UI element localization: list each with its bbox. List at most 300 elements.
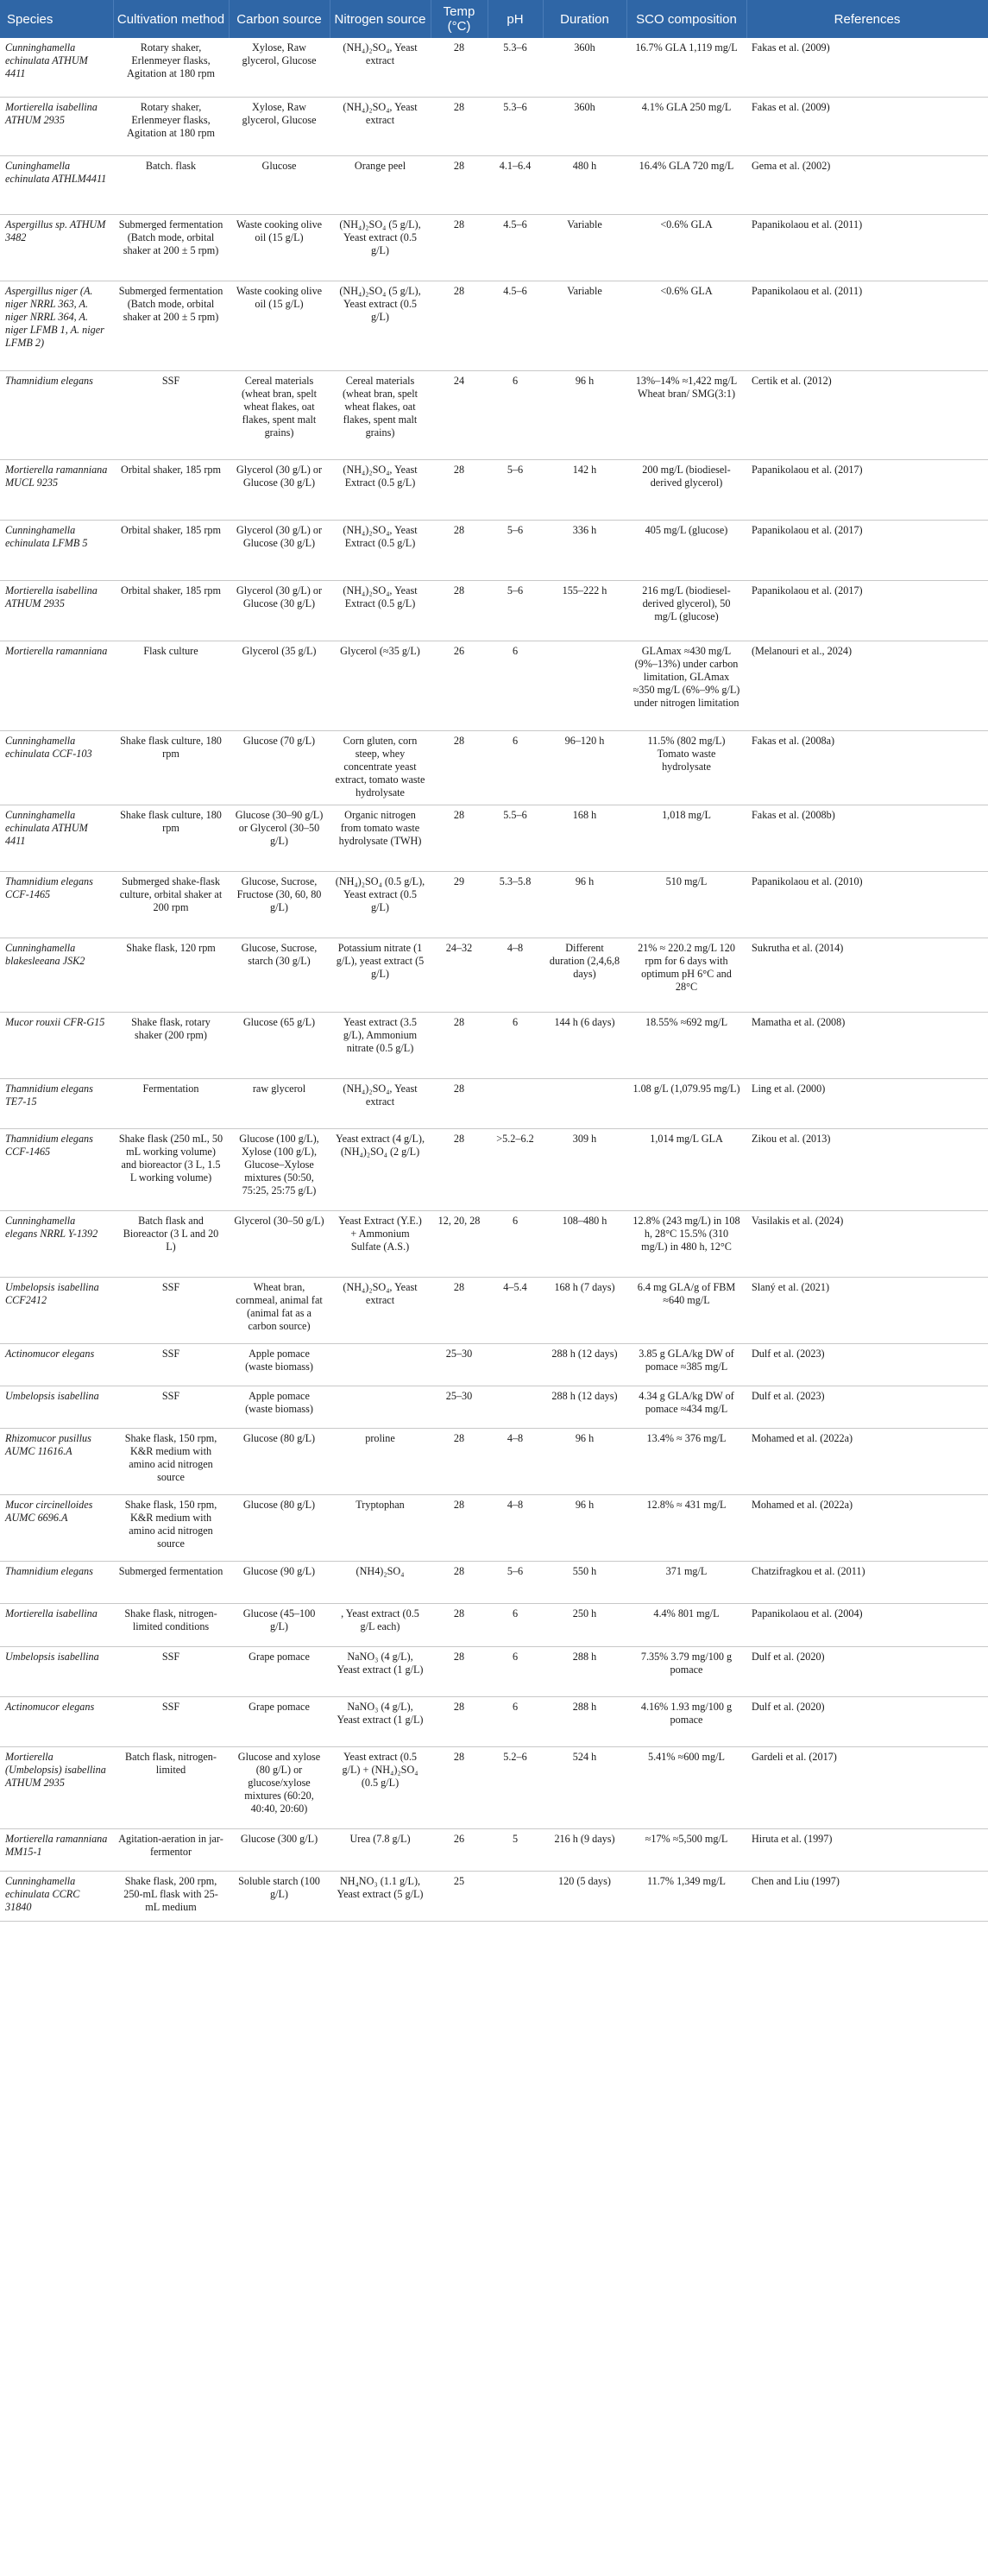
cell-species: Cuninghamella echinulata ATHLM4411 xyxy=(0,155,113,214)
cell-temp: 28 xyxy=(431,1078,488,1128)
cell-cultivation-method: Batch flask and Bioreactor (3 L and 20 L) xyxy=(113,1210,229,1277)
cell-carbon-source: Glucose (80 g/L) xyxy=(229,1428,330,1494)
cell-duration: 96 h xyxy=(543,871,626,938)
cell-duration: 96 h xyxy=(543,1494,626,1561)
cell-temp: 28 xyxy=(431,520,488,580)
cell-species: Mortierella isabellina xyxy=(0,1603,113,1646)
cell-nitrogen-source: (NH₄)₂SO₄ (5 g/L), Yeast extract (0.5 g/L) xyxy=(330,214,431,281)
cell-temp: 12, 20, 28 xyxy=(431,1210,488,1277)
cell-duration: Variable xyxy=(543,214,626,281)
cell-ph: 4–8 xyxy=(488,1494,543,1561)
cell-duration: Variable xyxy=(543,281,626,370)
cell-species: Mortierella ramanniana MUCL 9235 xyxy=(0,459,113,520)
cell-species: Thamnidium elegans xyxy=(0,370,113,459)
cell-nitrogen-source: (NH₄)₂SO₄, Yeast Extract (0.5 g/L) xyxy=(330,459,431,520)
cell-species: Umbelopsis isabellina CCF2412 xyxy=(0,1277,113,1343)
cell-carbon-source: Glucose, Sucrose, starch (30 g/L) xyxy=(229,938,330,1012)
cell-nitrogen-source: NH₄NO₃ (1.1 g/L), Yeast extract (5 g/L) xyxy=(330,1871,431,1921)
cell-ph: 5–6 xyxy=(488,580,543,641)
cell-species: Thamnidium elegans CCF-1465 xyxy=(0,1128,113,1210)
cell-carbon-source: Apple pomace (waste biomass) xyxy=(229,1386,330,1428)
cell-ph: 6 xyxy=(488,1646,543,1696)
table-row xyxy=(0,370,988,459)
cell-sco-composition: 216 mg/L (biodiesel-derived glycerol), 50 mg/L (glucose) xyxy=(626,580,746,641)
cell-nitrogen-source: (NH₄)₂SO₄, Yeast extract xyxy=(330,38,431,97)
table-row xyxy=(0,1343,988,1386)
table-row xyxy=(0,1696,988,1746)
table-row xyxy=(0,1012,988,1078)
cell-temp: 28 xyxy=(431,730,488,805)
cell-nitrogen-source: Tryptophan xyxy=(330,1494,431,1561)
cell-duration: 155–222 h xyxy=(543,580,626,641)
header-cultivation-method: Cultivation method xyxy=(113,0,229,38)
cell-sco-composition: 1,018 mg/L xyxy=(626,805,746,871)
cell-temp: 25–30 xyxy=(431,1386,488,1428)
table-row xyxy=(0,1603,988,1646)
cell-cultivation-method: Orbital shaker, 185 rpm xyxy=(113,580,229,641)
cell-nitrogen-source: Potassium nitrate (1 g/L), yeast extract (5 g/L) xyxy=(330,938,431,1012)
cell-duration xyxy=(543,641,626,730)
table-body xyxy=(0,38,988,1921)
cell-reference: Slaný et al. (2021) xyxy=(746,1277,988,1343)
cell-duration: 96 h xyxy=(543,370,626,459)
cell-ph: 5.5–6 xyxy=(488,805,543,871)
cell-nitrogen-source: (NH₄)₂SO₄, Yeast Extract (0.5 g/L) xyxy=(330,580,431,641)
cell-duration: 250 h xyxy=(543,1603,626,1646)
cell-duration: 360h xyxy=(543,97,626,155)
table-row xyxy=(0,730,988,805)
table-row xyxy=(0,871,988,938)
cell-temp: 28 xyxy=(431,1646,488,1696)
cell-cultivation-method: Shake flask culture, 180 rpm xyxy=(113,730,229,805)
table-row xyxy=(0,38,988,97)
cell-nitrogen-source: Yeast extract (4 g/L), (NH₄)₂SO₄ (2 g/L) xyxy=(330,1128,431,1210)
cell-ph: 6 xyxy=(488,1603,543,1646)
cell-reference: Vasilakis et al. (2024) xyxy=(746,1210,988,1277)
cell-reference: Chatzifragkou et al. (2011) xyxy=(746,1561,988,1603)
cell-temp: 26 xyxy=(431,641,488,730)
cell-sco-composition: 18.55% ≈692 mg/L xyxy=(626,1012,746,1078)
table-row xyxy=(0,938,988,1012)
cell-nitrogen-source: (NH4)₂SO₄ xyxy=(330,1561,431,1603)
cell-carbon-source: Waste cooking olive oil (15 g/L) xyxy=(229,214,330,281)
cell-sco-composition: 21% ≈ 220.2 mg/L 120 rpm for 6 days with optimum pH 6°C and 28°C xyxy=(626,938,746,1012)
table-row xyxy=(0,281,988,370)
cell-nitrogen-source xyxy=(330,1386,431,1428)
cell-ph xyxy=(488,1343,543,1386)
cell-reference: Ling et al. (2000) xyxy=(746,1078,988,1128)
cell-cultivation-method: Shake flask, 120 rpm xyxy=(113,938,229,1012)
cell-ph: 6 xyxy=(488,1012,543,1078)
cell-sco-composition: GLAmax ≈430 mg/L (9%–13%) under carbon limitation, GLAmax ≈350 mg/L (6%–9% g/L) under nitrogen limitation xyxy=(626,641,746,730)
cell-temp: 28 xyxy=(431,1494,488,1561)
cell-ph: 4.5–6 xyxy=(488,214,543,281)
cell-temp: 28 xyxy=(431,459,488,520)
table-row xyxy=(0,1210,988,1277)
cell-cultivation-method: Shake flask, nitrogen-limited conditions xyxy=(113,1603,229,1646)
cell-species: Cunninghamella echinulata ATHUM 4411 xyxy=(0,805,113,871)
cell-reference: Fakas et al. (2008a) xyxy=(746,730,988,805)
cell-nitrogen-source: Yeast Extract (Y.E.) + Ammonium Sulfate (A.S.) xyxy=(330,1210,431,1277)
cell-species: Aspergillus sp. ATHUM 3482 xyxy=(0,214,113,281)
cell-carbon-source: Glucose (45–100 g/L) xyxy=(229,1603,330,1646)
cell-species: Cunninghamella blakesleeana JSK2 xyxy=(0,938,113,1012)
cell-temp: 29 xyxy=(431,871,488,938)
cell-cultivation-method: Orbital shaker, 185 rpm xyxy=(113,520,229,580)
cell-ph: 5–6 xyxy=(488,520,543,580)
cell-duration: Different duration (2,4,6,8 days) xyxy=(543,938,626,1012)
cell-duration: 550 h xyxy=(543,1561,626,1603)
cell-cultivation-method: Fermentation xyxy=(113,1078,229,1128)
cell-ph: 6 xyxy=(488,1696,543,1746)
cell-duration: 142 h xyxy=(543,459,626,520)
cell-nitrogen-source: (NH₄)₂SO₄, Yeast extract xyxy=(330,97,431,155)
cell-carbon-source: Waste cooking olive oil (15 g/L) xyxy=(229,281,330,370)
cell-sco-composition: <0.6% GLA xyxy=(626,214,746,281)
table-row xyxy=(0,1494,988,1561)
cell-carbon-source: Glucose xyxy=(229,155,330,214)
cell-reference: Hiruta et al. (1997) xyxy=(746,1828,988,1871)
cell-reference: Sukrutha et al. (2014) xyxy=(746,938,988,1012)
cell-species: Cunninghamella echinulata LFMB 5 xyxy=(0,520,113,580)
cell-species: Thamnidium elegans xyxy=(0,1561,113,1603)
cell-reference: Mohamed et al. (2022a) xyxy=(746,1494,988,1561)
cell-reference: Mamatha et al. (2008) xyxy=(746,1012,988,1078)
cell-nitrogen-source: proline xyxy=(330,1428,431,1494)
cell-nitrogen-source: (NH₄)₂SO₄, Yeast extract xyxy=(330,1277,431,1343)
cell-nitrogen-source: Organic nitrogen from tomato waste hydrolysate (TWH) xyxy=(330,805,431,871)
cell-nitrogen-source: Glycerol (≈35 g/L) xyxy=(330,641,431,730)
cell-carbon-source: Cereal materials (wheat bran, spelt wheat flakes, oat flakes, spent malt grains) xyxy=(229,370,330,459)
table-row xyxy=(0,459,988,520)
cell-duration: 96 h xyxy=(543,1428,626,1494)
cell-temp: 25 xyxy=(431,1871,488,1921)
cell-nitrogen-source: (NH₄)₂SO₄, Yeast extract xyxy=(330,1078,431,1128)
cell-reference: Zikou et al. (2013) xyxy=(746,1128,988,1210)
cell-sco-composition: 4.16% 1.93 mg/100 g pomace xyxy=(626,1696,746,1746)
cell-duration: 336 h xyxy=(543,520,626,580)
cell-cultivation-method: Orbital shaker, 185 rpm xyxy=(113,459,229,520)
cell-reference: Dulf et al. (2023) xyxy=(746,1343,988,1386)
cell-duration: 288 h xyxy=(543,1646,626,1696)
header-temp: Temp (°C) xyxy=(431,0,488,38)
cell-nitrogen-source xyxy=(330,1343,431,1386)
cell-carbon-source: Glucose (300 g/L) xyxy=(229,1828,330,1871)
cell-nitrogen-source: (NH₄)₂SO₄ (5 g/L), Yeast extract (0.5 g/L) xyxy=(330,281,431,370)
cell-reference: Dulf et al. (2020) xyxy=(746,1646,988,1696)
cell-duration: 288 h (12 days) xyxy=(543,1343,626,1386)
cell-carbon-source: Glucose (70 g/L) xyxy=(229,730,330,805)
cell-ph xyxy=(488,1078,543,1128)
cell-reference: Mohamed et al. (2022a) xyxy=(746,1428,988,1494)
cell-cultivation-method: Shake flask, rotary shaker (200 rpm) xyxy=(113,1012,229,1078)
cell-cultivation-method: Rotary shaker, Erlenmeyer flasks, Agitation at 180 rpm xyxy=(113,38,229,97)
cell-reference: Gardeli et al. (2017) xyxy=(746,1746,988,1828)
cell-duration: 108–480 h xyxy=(543,1210,626,1277)
cell-temp: 28 xyxy=(431,281,488,370)
cell-reference: Fakas et al. (2009) xyxy=(746,97,988,155)
cell-ph: 5.3–6 xyxy=(488,38,543,97)
cell-temp: 24 xyxy=(431,370,488,459)
cell-species: Rhizomucor pusillus AUMC 11616.A xyxy=(0,1428,113,1494)
cell-nitrogen-source: , Yeast extract (0.5 g/L each) xyxy=(330,1603,431,1646)
cell-sco-composition: 16.4% GLA 720 mg/L xyxy=(626,155,746,214)
cell-temp: 28 xyxy=(431,1012,488,1078)
cell-temp: 28 xyxy=(431,1696,488,1746)
cell-species: Cunninghamella elegans NRRL Y-1392 xyxy=(0,1210,113,1277)
cell-sco-composition: 13%–14% ≈1,422 mg/L Wheat bran/ SMG(3:1) xyxy=(626,370,746,459)
cell-carbon-source: Xylose, Raw glycerol, Glucose xyxy=(229,97,330,155)
cell-ph: 4.1–6.4 xyxy=(488,155,543,214)
cell-nitrogen-source: Orange peel xyxy=(330,155,431,214)
table-row xyxy=(0,1277,988,1343)
table-row xyxy=(0,580,988,641)
cell-cultivation-method: Shake flask, 150 rpm, K&R medium with amino acid nitrogen source xyxy=(113,1494,229,1561)
cell-carbon-source: Glucose (100 g/L), Xylose (100 g/L), Glucose–Xylose mixtures (50:50, 75:25, 25:75 g/L) xyxy=(229,1128,330,1210)
header-ph: pH xyxy=(488,0,543,38)
cell-carbon-source: Glucose (30–90 g/L) or Glycerol (30–50 g/L) xyxy=(229,805,330,871)
cell-species: Umbelopsis isabellina xyxy=(0,1646,113,1696)
cell-temp: 26 xyxy=(431,1828,488,1871)
cell-cultivation-method: Shake flask culture, 180 rpm xyxy=(113,805,229,871)
table-row xyxy=(0,1646,988,1696)
cell-cultivation-method: Submerged fermentation (Batch mode, orbital shaker at 200 ± 5 rpm) xyxy=(113,214,229,281)
cell-carbon-source: Apple pomace (waste biomass) xyxy=(229,1343,330,1386)
cell-sco-composition: 12.8% ≈ 431 mg/L xyxy=(626,1494,746,1561)
cell-species: Cunninghamella echinulata CCF-103 xyxy=(0,730,113,805)
cell-sco-composition: 4.4% 801 mg/L xyxy=(626,1603,746,1646)
cell-sco-composition: 11.7% 1,349 mg/L xyxy=(626,1871,746,1921)
cell-sco-composition: <0.6% GLA xyxy=(626,281,746,370)
cell-species: Mortierella isabellina ATHUM 2935 xyxy=(0,97,113,155)
cell-temp: 24–32 xyxy=(431,938,488,1012)
cell-duration xyxy=(543,1078,626,1128)
cell-carbon-source: Grape pomace xyxy=(229,1646,330,1696)
cell-cultivation-method: SSF xyxy=(113,1696,229,1746)
cell-sco-composition: 371 mg/L xyxy=(626,1561,746,1603)
cell-ph: 5.2–6 xyxy=(488,1746,543,1828)
header-species: Species xyxy=(0,0,113,38)
cell-ph xyxy=(488,1871,543,1921)
header-carbon-source: Carbon source xyxy=(229,0,330,38)
cell-cultivation-method: Rotary shaker, Erlenmeyer flasks, Agitation at 180 rpm xyxy=(113,97,229,155)
cell-duration: 216 h (9 days) xyxy=(543,1828,626,1871)
header-nitrogen-source: Nitrogen source xyxy=(330,0,431,38)
table-row xyxy=(0,214,988,281)
cell-nitrogen-source: Yeast extract (3.5 g/L), Ammonium nitrate (0.5 g/L) xyxy=(330,1012,431,1078)
cell-sco-composition: 11.5% (802 mg/L) Tomato waste hydrolysate xyxy=(626,730,746,805)
cell-nitrogen-source: (NH₄)₂SO₄, Yeast Extract (0.5 g/L) xyxy=(330,520,431,580)
cell-cultivation-method: Shake flask, 200 rpm, 250-mL flask with 25-mL medium xyxy=(113,1871,229,1921)
cell-species: Cunninghamella echinulata ATHUM 4411 xyxy=(0,38,113,97)
cell-sco-composition: ≈17% ≈5,500 mg/L xyxy=(626,1828,746,1871)
cell-sco-composition: 1.08 g/L (1,079.95 mg/L) xyxy=(626,1078,746,1128)
cell-carbon-source: Glycerol (30 g/L) or Glucose (30 g/L) xyxy=(229,459,330,520)
cell-temp: 28 xyxy=(431,1428,488,1494)
cell-nitrogen-source: Yeast extract (0.5 g/L) + (NH₄)₂SO₄ (0.5 g/L) xyxy=(330,1746,431,1828)
table-row xyxy=(0,97,988,155)
table-row xyxy=(0,1386,988,1428)
cell-reference: Gema et al. (2002) xyxy=(746,155,988,214)
cell-nitrogen-source: Cereal materials (wheat bran, spelt wheat flakes, oat flakes, spent malt grains) xyxy=(330,370,431,459)
cell-reference: Fakas et al. (2008b) xyxy=(746,805,988,871)
cell-temp: 28 xyxy=(431,1603,488,1646)
cell-carbon-source: Glucose (65 g/L) xyxy=(229,1012,330,1078)
cell-carbon-source: Glycerol (35 g/L) xyxy=(229,641,330,730)
cell-nitrogen-source: Urea (7.8 g/L) xyxy=(330,1828,431,1871)
header-row xyxy=(0,0,988,38)
cell-carbon-source: Glucose and xylose (80 g/L) or glucose/xylose mixtures (60:20, 40:40, 20:60) xyxy=(229,1746,330,1828)
cell-carbon-source: Xylose, Raw glycerol, Glucose xyxy=(229,38,330,97)
cell-species: Mortierella ramanniana xyxy=(0,641,113,730)
cell-sco-composition: 405 mg/L (glucose) xyxy=(626,520,746,580)
cell-reference: Papanikolaou et al. (2017) xyxy=(746,520,988,580)
cell-reference: Fakas et al. (2009) xyxy=(746,38,988,97)
cell-sco-composition: 200 mg/L (biodiesel-derived glycerol) xyxy=(626,459,746,520)
cell-cultivation-method: Agitation-aeration in jar-fermentor xyxy=(113,1828,229,1871)
cell-carbon-source: Glucose, Sucrose, Fructose (30, 60, 80 g/L) xyxy=(229,871,330,938)
cell-cultivation-method: Shake flask (250 mL, 50 mL working volume) and bioreactor (3 L, 1.5 L working volume) xyxy=(113,1128,229,1210)
cell-ph: 4–5.4 xyxy=(488,1277,543,1343)
cell-ph: 4–8 xyxy=(488,1428,543,1494)
cell-cultivation-method: SSF xyxy=(113,1343,229,1386)
cell-ph: 4.5–6 xyxy=(488,281,543,370)
cell-reference: Papanikolaou et al. (2004) xyxy=(746,1603,988,1646)
cell-duration: 120 (5 days) xyxy=(543,1871,626,1921)
cell-nitrogen-source: Corn gluten, corn steep, whey concentrate yeast extract, tomato waste hydrolysate xyxy=(330,730,431,805)
cell-sco-composition: 13.4% ≈ 376 mg/L xyxy=(626,1428,746,1494)
cell-carbon-source: Glycerol (30–50 g/L) xyxy=(229,1210,330,1277)
header-duration: Duration xyxy=(543,0,626,38)
table-row xyxy=(0,520,988,580)
cell-carbon-source: raw glycerol xyxy=(229,1078,330,1128)
cell-cultivation-method: Flask culture xyxy=(113,641,229,730)
cell-carbon-source: Wheat bran, cornmeal, animal fat (animal fat as a carbon source) xyxy=(229,1277,330,1343)
cell-cultivation-method: Submerged shake-flask culture, orbital shaker at 200 rpm xyxy=(113,871,229,938)
cell-species: Cunninghamella echinulata CCRC 31840 xyxy=(0,1871,113,1921)
cell-species: Thamnidium elegans CCF-1465 xyxy=(0,871,113,938)
cell-reference: Dulf et al. (2020) xyxy=(746,1696,988,1746)
cell-temp: 28 xyxy=(431,1277,488,1343)
cell-ph: >5.2–6.2 xyxy=(488,1128,543,1210)
cell-sco-composition: 3.85 g GLA/kg DW of pomace ≈385 mg/L xyxy=(626,1343,746,1386)
cell-sco-composition: 7.35% 3.79 mg/100 g pomace xyxy=(626,1646,746,1696)
cell-duration: 168 h xyxy=(543,805,626,871)
cell-cultivation-method: SSF xyxy=(113,1386,229,1428)
cell-sco-composition: 4.1% GLA 250 mg/L xyxy=(626,97,746,155)
cell-carbon-source: Glucose (90 g/L) xyxy=(229,1561,330,1603)
cell-temp: 28 xyxy=(431,1561,488,1603)
cell-ph: 5–6 xyxy=(488,459,543,520)
cell-reference: (Melanouri et al., 2024) xyxy=(746,641,988,730)
table-row xyxy=(0,1561,988,1603)
cell-duration: 360h xyxy=(543,38,626,97)
cell-carbon-source: Grape pomace xyxy=(229,1696,330,1746)
cell-duration: 480 h xyxy=(543,155,626,214)
cell-ph: 5 xyxy=(488,1828,543,1871)
cell-ph: 6 xyxy=(488,641,543,730)
cell-reference: Papanikolaou et al. (2010) xyxy=(746,871,988,938)
cell-temp: 28 xyxy=(431,38,488,97)
cell-ph: 6 xyxy=(488,730,543,805)
cell-temp: 28 xyxy=(431,155,488,214)
cell-nitrogen-source: NaNO₃ (4 g/L), Yeast extract (1 g/L) xyxy=(330,1696,431,1746)
table-row xyxy=(0,1828,988,1871)
cell-sco-composition: 12.8% (243 mg/L) in 108 h, 28°C 15.5% (310 mg/L) in 480 h, 12°C xyxy=(626,1210,746,1277)
cell-duration: 288 h xyxy=(543,1696,626,1746)
cell-ph: 4–8 xyxy=(488,938,543,1012)
cell-sco-composition: 4.34 g GLA/kg DW of pomace ≈434 mg/L xyxy=(626,1386,746,1428)
cell-nitrogen-source: NaNO₃ (4 g/L), Yeast extract (1 g/L) xyxy=(330,1646,431,1696)
cell-cultivation-method: Submerged fermentation xyxy=(113,1561,229,1603)
table-row xyxy=(0,1871,988,1921)
cell-carbon-source: Glucose (80 g/L) xyxy=(229,1494,330,1561)
cell-cultivation-method: SSF xyxy=(113,370,229,459)
cell-temp: 28 xyxy=(431,1746,488,1828)
cell-species: Thamnidium elegans TE7-15 xyxy=(0,1078,113,1128)
cell-sco-composition: 1,014 mg/L GLA xyxy=(626,1128,746,1210)
cell-nitrogen-source: (NH₄)₂SO₄ (0.5 g/L), Yeast extract (0.5 g/L) xyxy=(330,871,431,938)
table-row xyxy=(0,1746,988,1828)
cell-sco-composition: 16.7% GLA 1,119 mg/L xyxy=(626,38,746,97)
cell-duration: 288 h (12 days) xyxy=(543,1386,626,1428)
cell-duration: 524 h xyxy=(543,1746,626,1828)
cell-species: Mortierella ramanniana MM15-1 xyxy=(0,1828,113,1871)
cell-duration: 168 h (7 days) xyxy=(543,1277,626,1343)
cell-cultivation-method: SSF xyxy=(113,1646,229,1696)
cell-reference: Papanikolaou et al. (2017) xyxy=(746,459,988,520)
cell-temp: 28 xyxy=(431,805,488,871)
cell-reference: Chen and Liu (1997) xyxy=(746,1871,988,1921)
cell-cultivation-method: Batch flask, nitrogen-limited xyxy=(113,1746,229,1828)
cell-sco-composition: 510 mg/L xyxy=(626,871,746,938)
table-row xyxy=(0,155,988,214)
table-row xyxy=(0,1078,988,1128)
cell-species: Mucor rouxii CFR-G15 xyxy=(0,1012,113,1078)
cell-ph: 6 xyxy=(488,370,543,459)
cell-ph: 5–6 xyxy=(488,1561,543,1603)
cell-cultivation-method: SSF xyxy=(113,1277,229,1343)
table-row xyxy=(0,1128,988,1210)
cell-cultivation-method: Submerged fermentation (Batch mode, orbital shaker at 200 ± 5 rpm) xyxy=(113,281,229,370)
cell-sco-composition: 5.41% ≈600 mg/L xyxy=(626,1746,746,1828)
cell-duration: 96–120 h xyxy=(543,730,626,805)
cell-ph xyxy=(488,1386,543,1428)
cell-ph: 6 xyxy=(488,1210,543,1277)
table-row xyxy=(0,641,988,730)
cell-species: Umbelopsis isabellina xyxy=(0,1386,113,1428)
cell-duration: 309 h xyxy=(543,1128,626,1210)
table-row xyxy=(0,1428,988,1494)
cell-reference: Certik et al. (2012) xyxy=(746,370,988,459)
cell-species: Mortierella isabellina ATHUM 2935 xyxy=(0,580,113,641)
cell-carbon-source: Glycerol (30 g/L) or Glucose (30 g/L) xyxy=(229,580,330,641)
cell-ph: 5.3–5.8 xyxy=(488,871,543,938)
cell-cultivation-method: Shake flask, 150 rpm, K&R medium with amino acid nitrogen source xyxy=(113,1428,229,1494)
cell-cultivation-method: Batch. flask xyxy=(113,155,229,214)
cell-temp: 28 xyxy=(431,214,488,281)
cell-ph: 5.3–6 xyxy=(488,97,543,155)
cell-carbon-source: Glycerol (30 g/L) or Glucose (30 g/L) xyxy=(229,520,330,580)
cell-species: Mortierella (Umbelopsis) isabellina ATHUM 2935 xyxy=(0,1746,113,1828)
cell-carbon-source: Soluble starch (100 g/L) xyxy=(229,1871,330,1921)
cell-temp: 25–30 xyxy=(431,1343,488,1386)
cell-species: Aspergillus niger (A. niger NRRL 363, A. niger NRRL 364, A. niger LFMB 1, A. niger LFMB 2) xyxy=(0,281,113,370)
cell-reference: Papanikolaou et al. (2017) xyxy=(746,580,988,641)
cell-sco-composition: 6.4 mg GLA/g of FBM ≈640 mg/L xyxy=(626,1277,746,1343)
cell-species: Actinomucor elegans xyxy=(0,1696,113,1746)
cell-species: Mucor circinelloides AUMC 6696.A xyxy=(0,1494,113,1561)
